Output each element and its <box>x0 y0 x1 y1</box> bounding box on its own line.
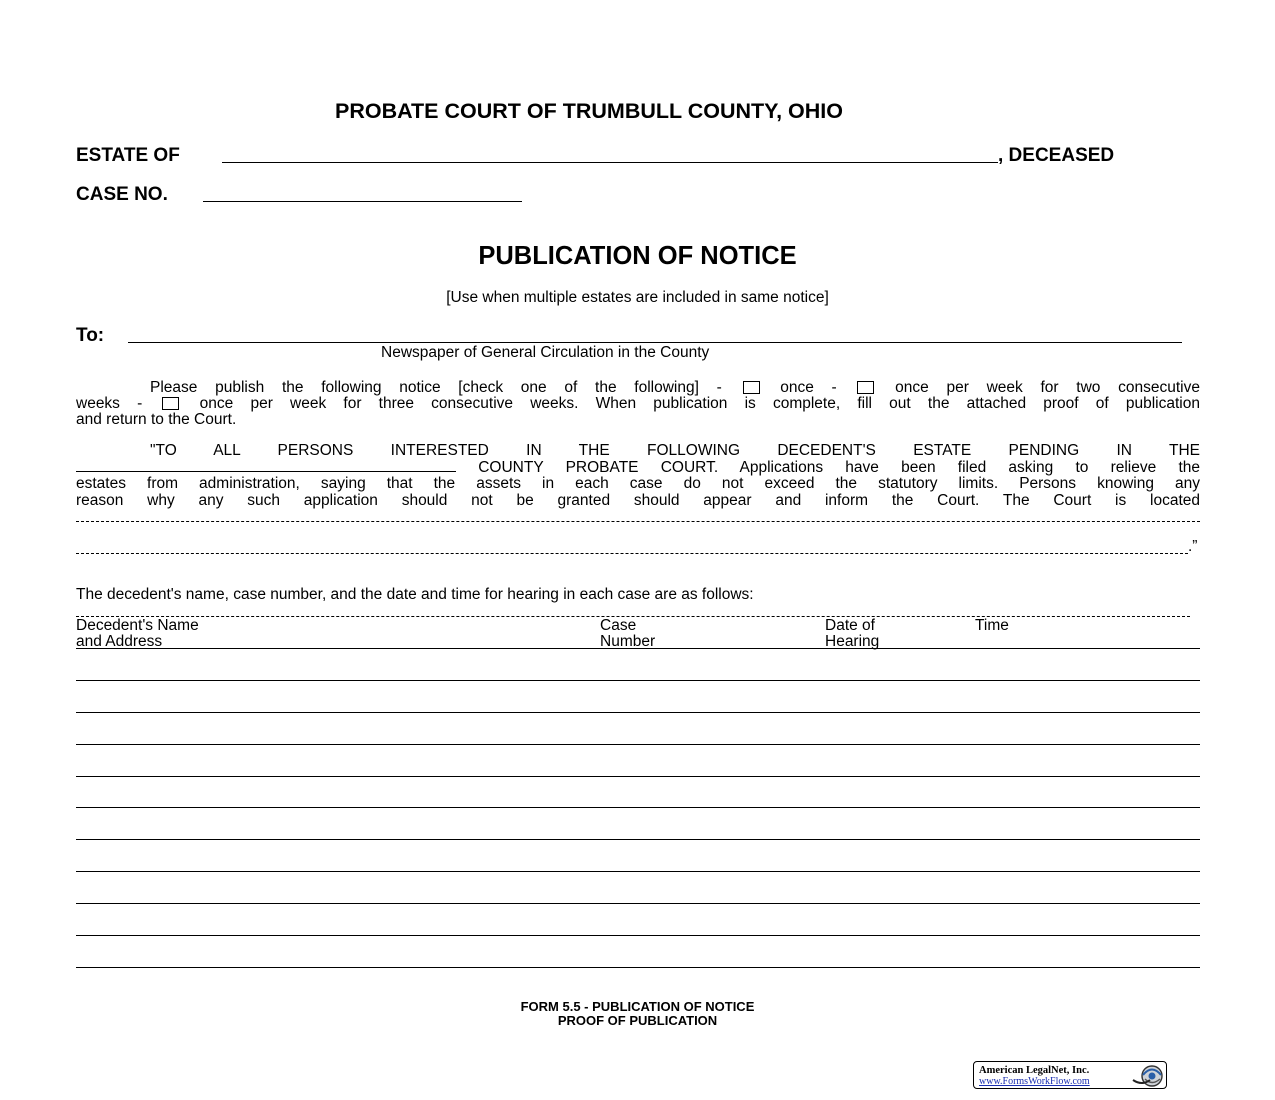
two-weeks-label: once per week for two consecutive <box>895 379 1200 396</box>
table-row[interactable] <box>76 871 1200 872</box>
table-row[interactable] <box>76 776 1200 777</box>
table-row[interactable] <box>76 712 1200 713</box>
col-header-time: Time <box>975 617 1009 634</box>
footer-form-id: FORM 5.5 - PUBLICATION OF NOTICE <box>520 999 755 1014</box>
publish-line-1 <box>76 380 1200 396</box>
col-header-case-line2: Number <box>600 633 656 650</box>
notice-paragraph <box>76 443 1200 509</box>
case-label: CASE NO. <box>76 184 168 205</box>
logo-company: American LegalNet, Inc. <box>979 1065 1090 1076</box>
logo-url[interactable]: www.FormsWorkFlow.com <box>979 1076 1090 1087</box>
col-header-case <box>600 618 655 650</box>
once-label: once - <box>780 379 837 396</box>
notice-line-3: estates from administration, saying that the assets in each case do not exceed the statutory limits. Persons knowing any <box>76 475 1200 493</box>
publish-line-2 <box>76 396 1200 412</box>
notice-closing-quote: .” <box>1188 538 1198 555</box>
table-row[interactable] <box>76 744 1200 745</box>
notice-line-2-text: COUNTY PROBATE COURT. Applications have been filed asking to relieve the <box>478 459 1201 477</box>
american-legalnet-logo <box>973 1061 1167 1089</box>
three-weeks-checkbox[interactable] <box>162 397 179 410</box>
table-row[interactable] <box>76 807 1200 808</box>
col-header-date-line1: Date of <box>825 617 875 634</box>
col-header-name-line1: Decedent's Name <box>76 617 199 634</box>
hearing-intro: The decedent's name, case number, and the date and time for hearing in each case are as follows: <box>76 586 754 603</box>
table-row[interactable] <box>76 839 1200 840</box>
notice-line-2 <box>76 459 1200 476</box>
court-location-line-1[interactable] <box>76 521 1200 522</box>
deceased-label: , DECEASED <box>998 145 1115 166</box>
court-location-line-2[interactable] <box>76 553 1188 554</box>
col-header-date-line2: Hearing <box>825 633 880 650</box>
weeks-text: weeks - <box>76 395 143 413</box>
col-header-name-line2: and Address <box>76 633 163 650</box>
case-number-field[interactable] <box>203 201 522 202</box>
table-row[interactable] <box>76 903 1200 904</box>
col-header-date <box>825 618 879 650</box>
court-title: PROBATE COURT OF TRUMBULL COUNTY, OHIO <box>334 99 844 123</box>
publish-paragraph <box>76 380 1200 429</box>
three-weeks-label: once per week for three consecutive weeks. When publication is complete, fill out the attached proof of publication <box>199 395 1200 413</box>
table-header-rule <box>76 648 1200 649</box>
table-row[interactable] <box>76 967 1200 968</box>
footer-form-subtitle: PROOF OF PUBLICATION <box>557 1013 718 1028</box>
col-header-name <box>76 618 199 650</box>
table-row[interactable] <box>76 680 1200 681</box>
estate-name-field[interactable] <box>222 162 998 163</box>
notice-line-1 <box>76 443 1200 459</box>
once-checkbox[interactable] <box>743 381 760 394</box>
form-title: PUBLICATION OF NOTICE <box>478 242 797 270</box>
publish-line-3: and return to the Court. <box>76 411 237 429</box>
col-header-case-line1: Case <box>600 617 637 634</box>
newspaper-field[interactable] <box>128 342 1182 343</box>
two-weeks-checkbox[interactable] <box>857 381 874 394</box>
globe-icon <box>1130 1062 1166 1088</box>
to-label: To: <box>76 325 105 346</box>
table-row[interactable] <box>76 935 1200 936</box>
form-subtitle: [Use when multiple estates are included in same notice] <box>446 289 829 306</box>
estate-label: ESTATE OF <box>76 145 180 166</box>
publish-intro-text: Please publish the following notice [check one of the following] - <box>150 379 722 396</box>
notice-line-4: reason why any such application should not be granted should appear and inform the Court. The Court is located <box>76 491 1200 509</box>
newspaper-caption: Newspaper of General Circulation in the County <box>381 344 710 361</box>
notice-line-1-text: "TO ALL PERSONS INTERESTED IN THE FOLLOWING DECEDENT'S ESTATE PENDING IN THE <box>150 442 1200 459</box>
county-field[interactable] <box>76 459 456 472</box>
